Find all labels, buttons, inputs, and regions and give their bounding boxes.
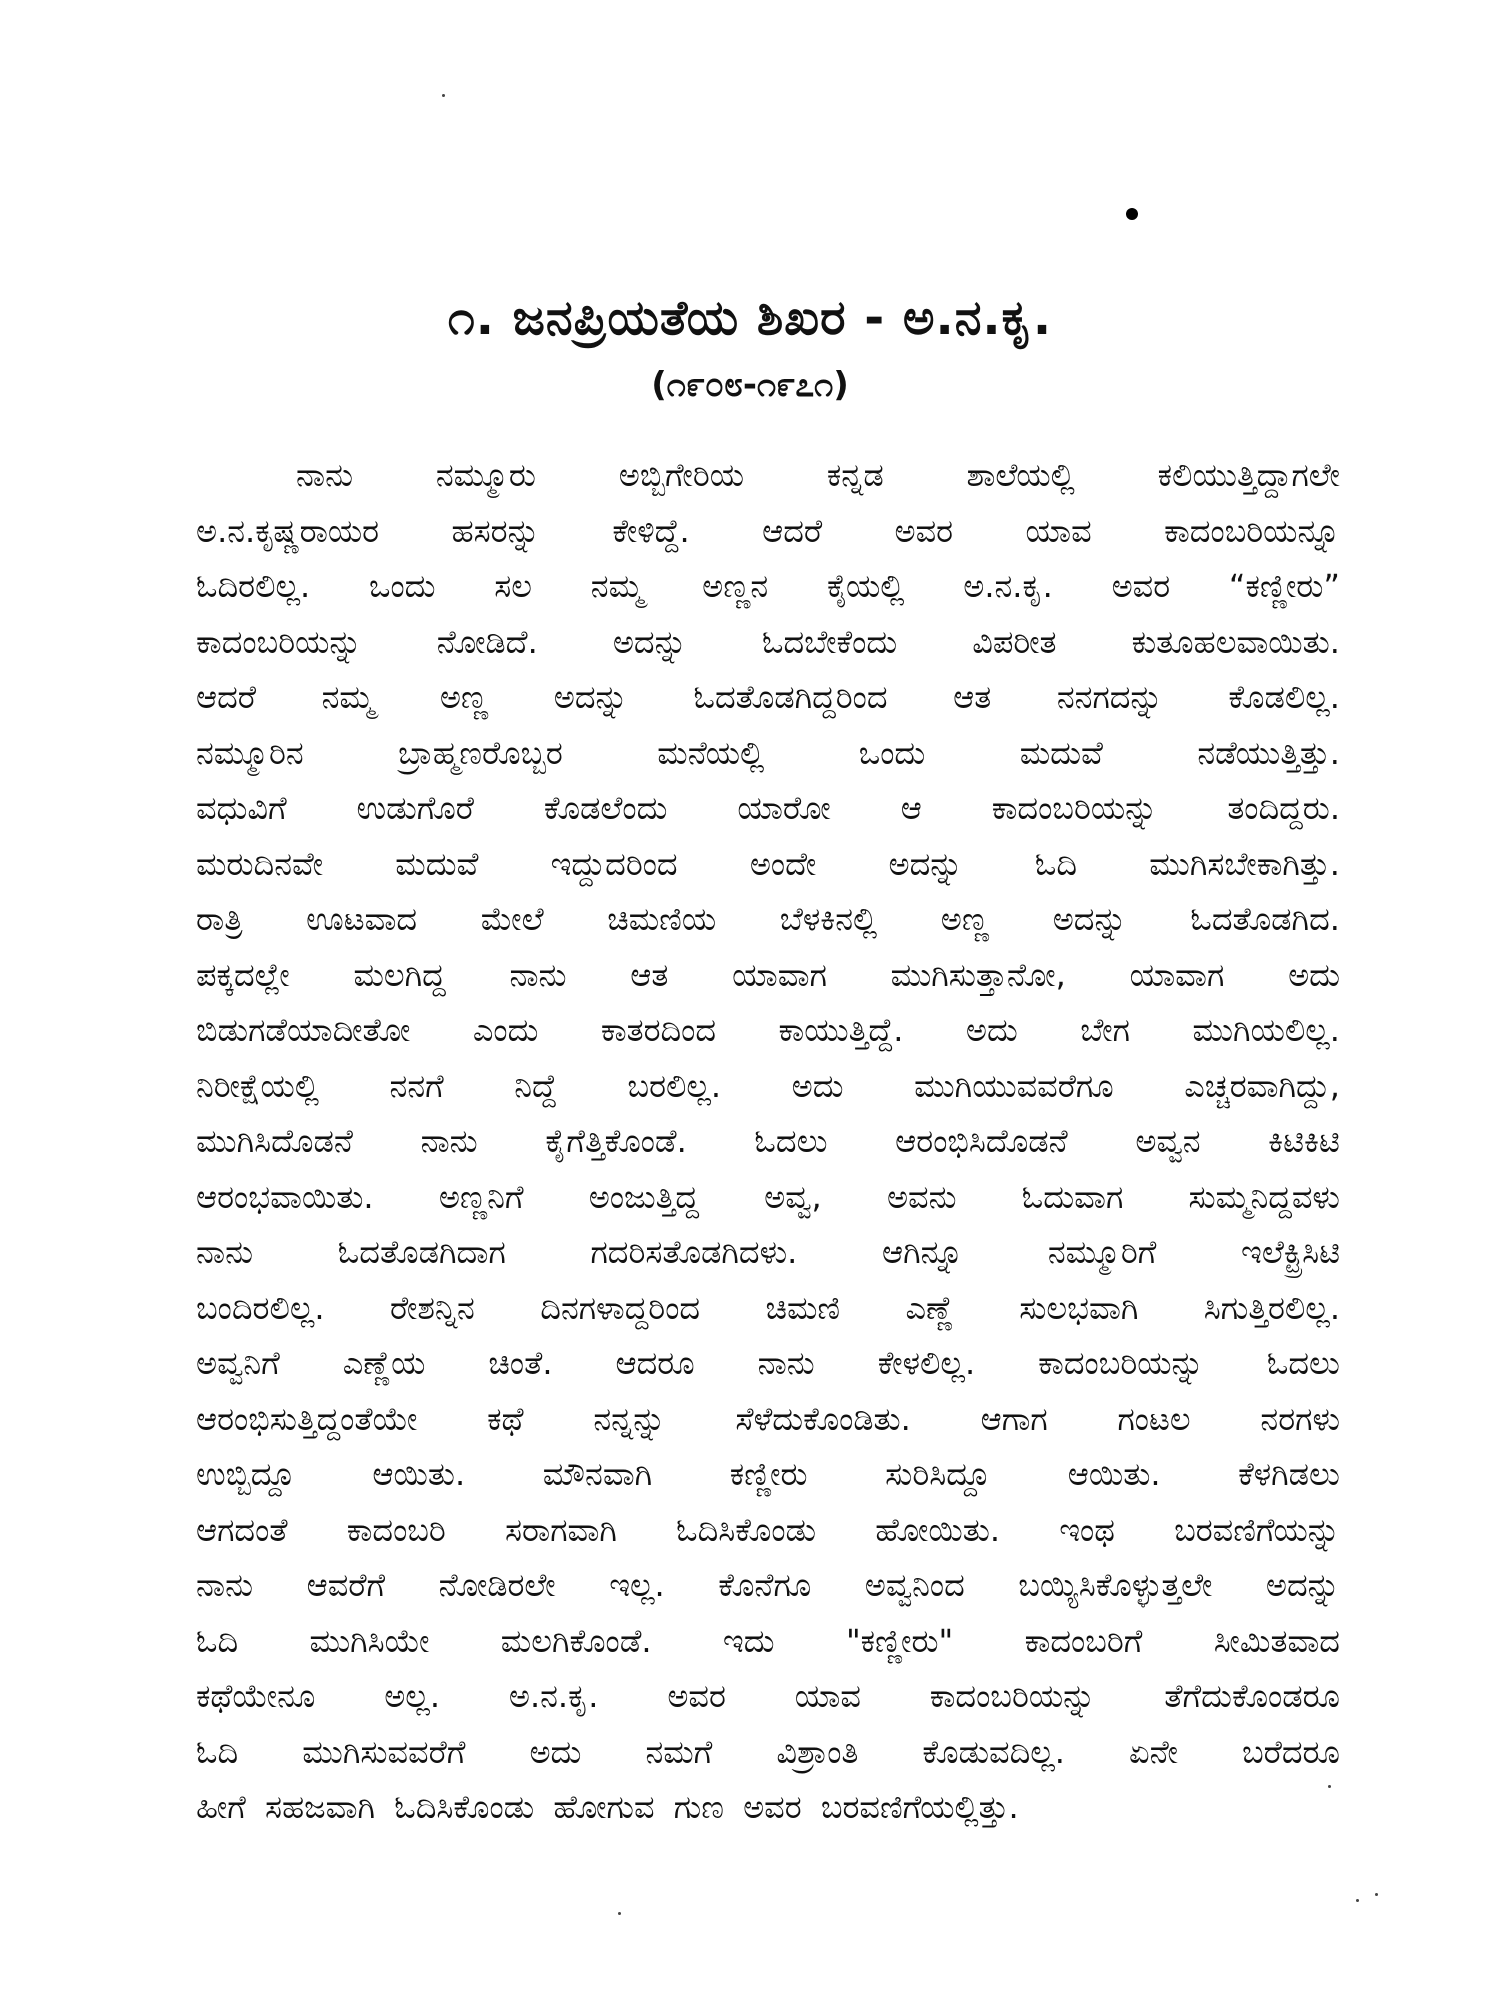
text-word: ಅ.ನ.ಕೃ. xyxy=(963,567,1053,605)
text-word: ಅದನ್ನು xyxy=(888,844,963,883)
text-word: ಹೋಯಿತು. xyxy=(875,1510,1001,1549)
text-word: ವಧುವಿಗೆ xyxy=(196,789,287,827)
text-word: ಕಾದಂಬರಿಗೆ xyxy=(1024,1621,1143,1660)
text-word: ಕಲಿಯುತ್ತಿದ್ದಾಗಲೇ xyxy=(1157,456,1340,494)
chapter-title: ೧. ಜನಪ್ರಿಯತೆಯ ಶಿಖರ - ಅ.ನ.ಕೃ. xyxy=(447,290,1053,346)
text-word: “ಕಣ್ಣೀರು” xyxy=(1228,567,1340,605)
text-line xyxy=(196,892,1340,948)
text-word: ಗಂಟಲ xyxy=(1117,1399,1191,1438)
text-word: ಬಿಡುಗಡೆಯಾದೀತೋ xyxy=(196,1011,411,1049)
text-word: ಕೊಡುವದಿಲ್ಲ. xyxy=(922,1732,1065,1771)
text-line xyxy=(196,615,1340,671)
text-word: ಯಾವ xyxy=(1025,511,1092,550)
scan-speck xyxy=(1356,1899,1359,1902)
text-line xyxy=(196,1447,1340,1503)
text-word: ಬೇಗ xyxy=(1080,1011,1130,1049)
text-word: ಓದತೊಡಗಿದ. xyxy=(1190,900,1340,938)
text-word: ಮುಗಿಸಿಯೇ xyxy=(309,1621,430,1660)
text-word: ಸಲ xyxy=(494,567,533,605)
text-word: ನಮಗೆ xyxy=(645,1732,713,1771)
text-word: ಕೈಗೆತ್ತಿಕೊಂಡೆ. xyxy=(545,1122,687,1160)
text-word: ಸಿಗುತ್ತಿರಲಿಲ್ಲ. xyxy=(1203,1288,1340,1327)
text-word: ಕಾದಂಬರಿ xyxy=(346,1510,446,1549)
text-word: ಇಲ್ಲ. xyxy=(609,1566,665,1604)
text-line xyxy=(196,1225,1340,1281)
text-word: ಇಂಥ xyxy=(1059,1510,1115,1549)
text-word: ಕಾಯುತ್ತಿದ್ದೆ. xyxy=(778,1011,904,1049)
text-line xyxy=(196,1392,1340,1448)
text-word: ಕೈಯಲ್ಲಿ xyxy=(826,567,905,605)
text-line xyxy=(196,504,1340,560)
text-word: ಕಾದಂಬರಿಯನ್ನು xyxy=(196,622,362,661)
text-word: ಓದುವಾಗ xyxy=(1021,1177,1124,1216)
text-word: ನರಗಳು xyxy=(1260,1399,1340,1438)
text-word: ನಾನು xyxy=(196,1233,254,1271)
text-word: ಎಚ್ಚರವಾಗಿದ್ದು, xyxy=(1184,1066,1340,1105)
text-word: ಇದ್ದುದರಿಂದ xyxy=(550,844,678,883)
text-word: ಓದಲು xyxy=(1266,1344,1340,1382)
text-word: ಓದಿ xyxy=(196,1621,239,1660)
text-word: ನನಗದನ್ನು xyxy=(1056,678,1163,716)
text-word: ಮುಗಿಸುವವರೆಗೆ xyxy=(302,1732,466,1771)
text-word: ಮನೆಯಲ್ಲಿ xyxy=(657,733,765,772)
text-word: ಕಾದಂಬರಿಯನ್ನು xyxy=(1038,1344,1204,1382)
text-word: ನಾನು xyxy=(420,1122,478,1160)
text-line xyxy=(196,1725,1340,1781)
text-line xyxy=(196,559,1340,615)
text-line xyxy=(196,1114,1340,1170)
text-word: ಓದಿರಲಿಲ್ಲ. xyxy=(196,567,311,605)
text-word: ಚಿಮಣಿ xyxy=(765,1288,841,1327)
text-word: ಕೊಡಲಿಲ್ಲ. xyxy=(1228,678,1340,716)
text-word: ನಮ್ಮೂರಿಗೆ xyxy=(1047,1233,1157,1271)
text-word: ಅಬ್ಬಿಗೇರಿಯ xyxy=(618,456,745,494)
text-word: ಉಡುಗೊರೆ xyxy=(356,789,474,827)
text-word: ಅ.ನ.ಕೃಷ್ಣರಾಯರ xyxy=(196,511,380,550)
text-word: ಅವನು xyxy=(886,1177,957,1216)
text-word: ಬಯ್ಯಿಸಿಕೊಳ್ಳುತ್ತಲೇ xyxy=(1018,1566,1213,1604)
text-word: ಕಾದಂಬರಿಯನ್ನೂ xyxy=(1164,511,1340,550)
text-word: ಯಾರೋ xyxy=(737,789,831,827)
text-word: ವಿಶ್ರಾಂತಿ xyxy=(776,1732,859,1771)
text-line xyxy=(196,1003,1340,1059)
text-word: ಅದು xyxy=(529,1732,582,1771)
text-word: ಯಾವಾಗ xyxy=(732,955,827,994)
text-word: ಬರಲಿಲ್ಲ. xyxy=(627,1066,722,1105)
text-word: ಆಯಿತು. xyxy=(372,1455,466,1493)
text-word: ಇದು xyxy=(722,1621,775,1660)
text-word: ಬಂದಿರಲಿಲ್ಲ. xyxy=(196,1288,325,1327)
text-word: ನನ್ನನ್ನು xyxy=(593,1399,666,1438)
text-word: ರೇಶನ್ನಿನ xyxy=(389,1288,475,1327)
text-word: ವಿಪರೀತ xyxy=(972,622,1057,661)
text-word: ದಿನಗಳಾದ್ದರಿಂದ xyxy=(540,1288,701,1327)
text-word: ಆಗದಂತೆ xyxy=(196,1510,288,1549)
text-word: ಆತ xyxy=(630,955,669,994)
text-word: ಮಲಗಿದ್ದ xyxy=(353,955,446,994)
text-word: ಆಗಾಗ xyxy=(980,1399,1048,1438)
text-word: ಮುಗಿಯಲಿಲ್ಲ. xyxy=(1192,1011,1340,1049)
text-word: ಒಂದು xyxy=(368,567,436,605)
text-word: "ಕಣ್ಣೀರು" xyxy=(845,1621,954,1660)
text-word: ಅವ್ವನಿಂದ xyxy=(864,1566,965,1604)
text-word: ಎಣ್ಣೆಯ xyxy=(342,1344,426,1382)
scan-speck xyxy=(1375,1893,1378,1896)
text-word: ಅದು xyxy=(965,1011,1018,1049)
text-line xyxy=(196,1281,1340,1337)
text-line xyxy=(196,1503,1340,1559)
text-line xyxy=(196,1059,1340,1115)
text-word: ಆತ xyxy=(953,678,992,716)
text-word: ಆದರೆ xyxy=(196,678,257,716)
text-word: ಅಣ್ಣ xyxy=(940,900,990,938)
text-word: ಮೌನವಾಗಿ xyxy=(542,1455,653,1493)
text-word: ಅ.ನ.ಕೃ. xyxy=(508,1677,599,1715)
text-word: ನಾನು xyxy=(296,456,354,494)
text-word: ಮುಗಿಸಿದೊಡನೆ xyxy=(196,1122,353,1160)
text-word: ಸಹಜವಾಗಿ xyxy=(264,1788,376,1826)
text-word: ಅದನ್ನು xyxy=(612,622,687,661)
scan-speck xyxy=(1328,1785,1331,1788)
text-word: ಅವರ xyxy=(1111,567,1171,605)
text-word: ಅಣ್ಣನ xyxy=(702,567,769,605)
text-word: ಶಾಲೆಯಲ್ಲಿ xyxy=(966,456,1075,494)
text-word: ಮಲಗಿಕೊಂಡೆ. xyxy=(500,1621,652,1660)
text-word: ಅದನ್ನು xyxy=(553,678,628,716)
text-word: ಆದರೂ xyxy=(615,1344,695,1382)
text-word: ಸೆಳೆದುಕೊಂಡಿತು. xyxy=(735,1399,911,1438)
text-word: ಅವರ xyxy=(894,511,954,550)
text-word: ಪಕ್ಕದಲ್ಲೇ xyxy=(196,955,290,994)
text-word: ತೆಗೆದುಕೊಂಡರೂ xyxy=(1164,1677,1340,1715)
text-word: ಓದಿಸಿಕೊಂಡು xyxy=(676,1510,817,1549)
scan-speck xyxy=(618,1912,621,1915)
text-word: ಓದಿ xyxy=(196,1732,239,1771)
text-word: ಕಿಟಿಕಿಟಿ xyxy=(1268,1122,1340,1160)
text-word: ಬರವಣಿಗೆಯಲ್ಲಿತ್ತು. xyxy=(820,1788,1019,1826)
text-word: ಉಬ್ಬಿದ್ದೂ xyxy=(196,1455,295,1493)
text-word: ಮುಗಿಸುತ್ತಾನೋ, xyxy=(890,955,1066,994)
text-word: ಕೊಡಲೆಂದು xyxy=(543,789,668,827)
text-word: ಕಥೆಯೇನೂ xyxy=(196,1677,316,1715)
text-word: ನಾನು xyxy=(196,1566,254,1604)
chapter-years: (೧೯೦೮-೧೯೭೧) xyxy=(651,365,849,405)
text-line xyxy=(196,1336,1340,1392)
text-word: ಗದರಿಸತೊಡಗಿದಳು. xyxy=(590,1233,798,1271)
text-word: ಯಾವ xyxy=(794,1677,861,1715)
text-word: ಕುತೂಹಲವಾಯಿತು. xyxy=(1131,622,1340,661)
text-word: ನಮ್ಮೂರು xyxy=(435,456,536,494)
text-word: ಅಲ್ಲ. xyxy=(384,1677,441,1715)
text-word: ಕಾದಂಬರಿಯನ್ನು xyxy=(929,1677,1096,1715)
text-line xyxy=(196,448,1340,504)
body-paragraph xyxy=(196,448,1340,1836)
scan-speck xyxy=(442,94,445,97)
text-word: ಆಗಿನ್ನೂ xyxy=(882,1233,964,1271)
text-word: ಮದುವೆ xyxy=(1019,733,1103,772)
text-word: ನಮ್ಮ xyxy=(590,567,644,605)
text-word: ಗುಣ xyxy=(673,1788,724,1826)
text-word: ಅವರ xyxy=(667,1677,726,1715)
text-word: ಕೇಳಿದ್ದೆ. xyxy=(612,511,690,550)
text-line xyxy=(196,726,1340,782)
text-word: ಆರಂಭಿಸಿದೊಡನೆ xyxy=(895,1122,1068,1160)
text-word: ಅದು xyxy=(791,1066,844,1105)
text-word: ಹಸರನ್ನು xyxy=(451,511,540,550)
text-word: ಕೊನೆಗೂ xyxy=(718,1566,812,1604)
text-line xyxy=(196,1669,1340,1725)
text-word: ಯಾವಾಗ xyxy=(1129,955,1225,994)
text-line xyxy=(196,670,1340,726)
text-word: ಓದಿಸಿಕೊಂಡು xyxy=(394,1788,535,1826)
text-word: ಏನೇ xyxy=(1129,1732,1178,1771)
text-word: ಅವ್ವನ xyxy=(1135,1122,1201,1160)
text-word: ಓದತೊಡಗಿದಾಗ xyxy=(337,1233,506,1271)
text-word: ಆಯಿತು. xyxy=(1067,1455,1161,1493)
text-word: ಓದಿ xyxy=(1034,844,1077,883)
text-word: ಊಟವಾದ xyxy=(306,900,418,938)
text-word: ತಂದಿದ್ದರು. xyxy=(1227,789,1340,827)
text-word: ಕೆಳಗಿಡಲು xyxy=(1238,1455,1340,1493)
text-word: ಕನ್ನಡ xyxy=(826,456,884,494)
text-word: ಆವರೆಗೆ xyxy=(306,1566,386,1604)
text-word: ನಮ್ಮ xyxy=(321,678,375,716)
text-word: ಆ xyxy=(900,789,922,827)
text-word: ನಮ್ಮೂರಿನ xyxy=(196,733,304,772)
text-word: ಸುಲಭವಾಗಿ xyxy=(1019,1288,1139,1327)
text-word: ಬರೆದರೂ xyxy=(1242,1732,1340,1771)
text-word: ಓದತೊಡಗಿದ್ದರಿಂದ xyxy=(693,678,888,716)
text-line xyxy=(196,837,1340,893)
text-line xyxy=(196,948,1340,1004)
text-word: ಬೆಳಕಿನಲ್ಲಿ xyxy=(779,900,878,938)
text-line xyxy=(196,1614,1340,1670)
text-word: ಚಿಮಣಿಯ xyxy=(607,900,717,938)
text-word: ಮುಗಿಯುವವರೆಗೂ xyxy=(914,1066,1114,1105)
text-word: ಅಣ್ಣ xyxy=(439,678,489,716)
text-word: ಚಿಂತೆ. xyxy=(488,1344,553,1382)
text-word: ನಿರೀಕ್ಷೆಯಲ್ಲಿ xyxy=(196,1066,320,1105)
text-word: ಆರಂಭಿಸುತ್ತಿದ್ದಂತೆಯೇ xyxy=(196,1399,418,1438)
text-word: ಅಂಜುತ್ತಿದ್ದ xyxy=(588,1177,699,1216)
text-word: ಮರುದಿನವೇ xyxy=(196,844,324,883)
text-word: ಅವರ xyxy=(743,1788,802,1826)
text-word: ಕಾತರದಿಂದ xyxy=(600,1011,717,1049)
text-word: ಆದರೆ xyxy=(762,511,823,550)
text-word: ನನಗೆ xyxy=(389,1066,444,1105)
text-word: ಅದು xyxy=(1288,955,1340,994)
text-word: ರಾತ್ರಿ xyxy=(196,900,243,938)
text-word: ನಾನು xyxy=(757,1344,815,1382)
text-word: ಅಣ್ಣನಿಗೆ xyxy=(438,1177,524,1216)
text-word: ಹೋಗುವ xyxy=(553,1788,655,1826)
page-dot-mark xyxy=(1126,208,1138,220)
text-word: ಸೀಮಿತವಾದ xyxy=(1213,1621,1340,1660)
text-word: ಎಂದು xyxy=(472,1011,539,1049)
text-word: ಓದಲು xyxy=(754,1122,828,1160)
text-word: ಮದುವೆ xyxy=(395,844,479,883)
text-word: ಕಾದಂಬರಿಯನ್ನು xyxy=(991,789,1158,827)
text-word: ಸರಾಗವಾಗಿ xyxy=(505,1510,617,1549)
text-word: ಅದನ್ನು xyxy=(1265,1566,1340,1604)
text-word: ಅವ್ವ, xyxy=(764,1177,822,1216)
text-line xyxy=(196,1170,1340,1226)
text-word: ನಿದ್ದೆ xyxy=(514,1066,557,1105)
text-word: ಒಂದು xyxy=(858,733,926,772)
text-line xyxy=(196,1558,1340,1614)
text-word: ಕಥೆ xyxy=(487,1399,524,1438)
text-word: ಅವ್ವನಿಗೆ xyxy=(196,1344,280,1382)
text-word: ಮುಗಿಸಬೇಕಾಗಿತ್ತು. xyxy=(1149,844,1340,883)
text-word: ನಡೆಯುತ್ತಿತ್ತು. xyxy=(1197,733,1340,772)
text-word: ಓದಬೇಕೆಂದು xyxy=(761,622,898,661)
text-line xyxy=(196,1780,1340,1836)
text-word: ಎಣ್ಣೆ xyxy=(905,1288,954,1327)
text-line xyxy=(196,781,1340,837)
text-word: ಬ್ರಾಹ್ಮಣರೊಬ್ಬರ xyxy=(398,733,563,772)
text-word: ಸುಮ್ಮನಿದ್ದವಳು xyxy=(1188,1177,1340,1216)
text-word: ನಾನು xyxy=(509,955,567,994)
text-word: ಕಣ್ಣೀರು xyxy=(729,1455,808,1493)
text-word: ನೋಡಿದೆ. xyxy=(436,622,538,661)
text-word: ಇಲೆಕ್ಟ್ರಿಸಿಟಿ xyxy=(1241,1233,1340,1271)
text-word: ಅದನ್ನು xyxy=(1052,900,1127,938)
text-word: ಸುರಿಸಿದ್ದೂ xyxy=(885,1455,991,1493)
text-word: ಕೇಳಲಿಲ್ಲ. xyxy=(877,1344,976,1382)
text-word: ಆರಂಭವಾಯಿತು. xyxy=(196,1177,374,1216)
text-word: ಮೇಲೆ xyxy=(480,900,544,938)
text-word: ಹೀಗೆ xyxy=(196,1788,246,1826)
text-word: ನೋಡಿರಲೇ xyxy=(438,1566,556,1604)
text-word: ಅಂದೇ xyxy=(749,844,817,883)
text-word: ಬರವಣಿಗೆಯನ್ನು xyxy=(1174,1510,1340,1549)
